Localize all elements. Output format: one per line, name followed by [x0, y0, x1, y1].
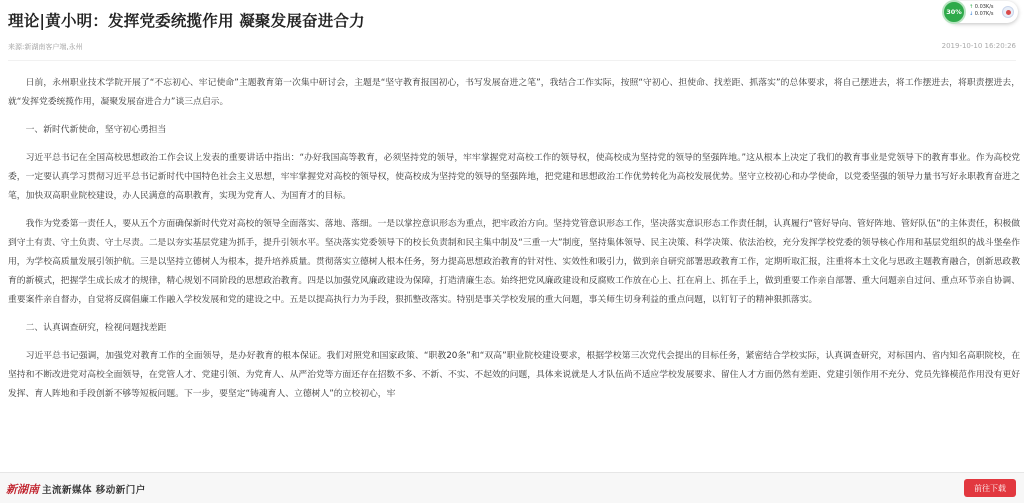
divider — [8, 60, 1016, 61]
app-icon — [1002, 6, 1014, 18]
speed-percent-badge: 30% — [942, 0, 966, 24]
article-source: 来源:新湖南客户端,永州 — [8, 43, 83, 51]
paragraph: 习近平总书记强调，加强党对教育工作的全面领导，是办好教育的根本保证。我们对照党和国家政策、“职教20条”和“双高”职业院校建设要求，根据学校第三次党代会提出的目标任务，紧密结合学校实际，认真调查研究，对标国内、省内知名高职院校，在坚持和不断改进党对高校全面领导，在党管人才、党建引领、为党育人、从严治党等方面还存在招数不多、不新、不实、不起效的问题，具体来说就是人才队伍尚不适应学校发展要求、留住人才方面仍然有差距、党建引领作用不充分、党员先锋模范作用没有更好发挥、育人阵地和手段创新不够等短板问题。下一步，要坚定“铸魂育人、立德树人”的立校初心，牢 — [8, 351, 1020, 399]
speed-readout — [969, 4, 994, 18]
paragraph: 日前，永州职业技术学院开展了“不忘初心、牢记使命”主题教育第一次集中研讨会，主题是“坚守教育报国初心，书写发展奋进之笔”，我结合工作实际，按照“守初心、担使命、找差距、抓落实”的总体要求，将自己摆进去，将工作摆进去，将职责摆进去，就“发挥党委统揽作用，凝聚发展奋进合力”谈三点启示。 — [8, 78, 1020, 107]
paragraph: 我作为党委第一责任人，要从五个方面确保新时代党对高校的领导全面落实、落地、落细。一是以掌控意识形态为重点，把牢政治方向。坚持党管意识形态工作，坚决落实意识形态工作责任制，认真履行“管好导向、管好阵地、管好队伍”的主体责任，积极做到守土有责、守土负责、守土尽责。二是以夯实基层党建为抓手，提升引领水平。坚决落实党委领导下的校长负责制和民主集中制及“三重一大”制度，坚持集体领导、民主决策、科学决策、依法治校，充分发挥学校党委的领导核心作用和基层党组织的战斗堡垒作用，为学校高质量发展引领护航。三是以坚持立德树人为根本，提升培养质量。贯彻落实立德树人根本任务，努力提高思想政治教育的针对性、实效性和吸引力，做到亲自研究部署思政教育工作，定期听取汇报，注重将本土文化与思政主题教育融合，创新思政教育的新模式，把握学生成长成才的规律，精心规划不同阶段的思想政治教育。四是以加强党风廉政建设为保障，打造清廉生态。始终把党风廉政建设和反腐败工作放在心上、扛在肩上、抓在手上，做到重要工作亲自部署、重大问题亲自过问、重点环节亲自协调、重要案件亲自督办，自觉将反腐倡廉工作融入学校发展和党的建设之中。五是以提高执行力为手段，狠抓整改落实。特别是事关学校发展的重大问题，事关师生切身利益的重点问题，以钉钉子的精神狠抓落实。 — [8, 219, 1020, 305]
article-body — [8, 74, 1020, 413]
download-banner — [0, 472, 1024, 503]
article-date: 2019-10-10 16:20:26 — [941, 42, 1016, 50]
section-heading: 二、认真调查研究，检视问题找差距 — [25, 323, 167, 333]
article-title: 理论|黄小明：发挥党委统揽作用 凝聚发展奋进合力 — [8, 11, 365, 30]
upload-arrow-icon: ↑ — [969, 4, 974, 10]
upload-speed: 0.03K/s — [974, 4, 994, 10]
brand-logo: 新湖南 — [6, 483, 39, 496]
paragraph: 习近平总书记在全国高校思想政治工作会议上发表的重要讲话中指出：“办好我国高等教育，必须坚持党的领导，牢牢掌握党对高校工作的领导权，使高校成为坚持党的领导的坚强阵地。”这从根本上决定了我们的教育事业是党领导下的教育事业。作为高校党委，一定要认真学习贯彻习近平总书记新时代中国特色社会主义思想，牢牢掌握党对高校的领导权，使高校成为坚持党的领导的坚强阵地，把党建和思想政治工作优势转化为高校发展优势。坚守立校初心和办学使命，以党委坚强的领导力量书写好永职教育奋进之笔，加快双高职业院校建设，办人民满意的高职教育，实现为党育人、为国育才的目标。 — [8, 153, 1020, 201]
download-button[interactable]: 前往下载 — [964, 479, 1016, 497]
download-speed: 0.07K/s — [974, 11, 994, 17]
network-speed-widget[interactable] — [946, 1, 1018, 23]
banner-slogan: 主流新媒体 移动新门户 — [42, 485, 146, 496]
section-heading: 一、新时代新使命，坚守初心勇担当 — [25, 125, 167, 135]
download-arrow-icon: ↓ — [969, 11, 974, 17]
